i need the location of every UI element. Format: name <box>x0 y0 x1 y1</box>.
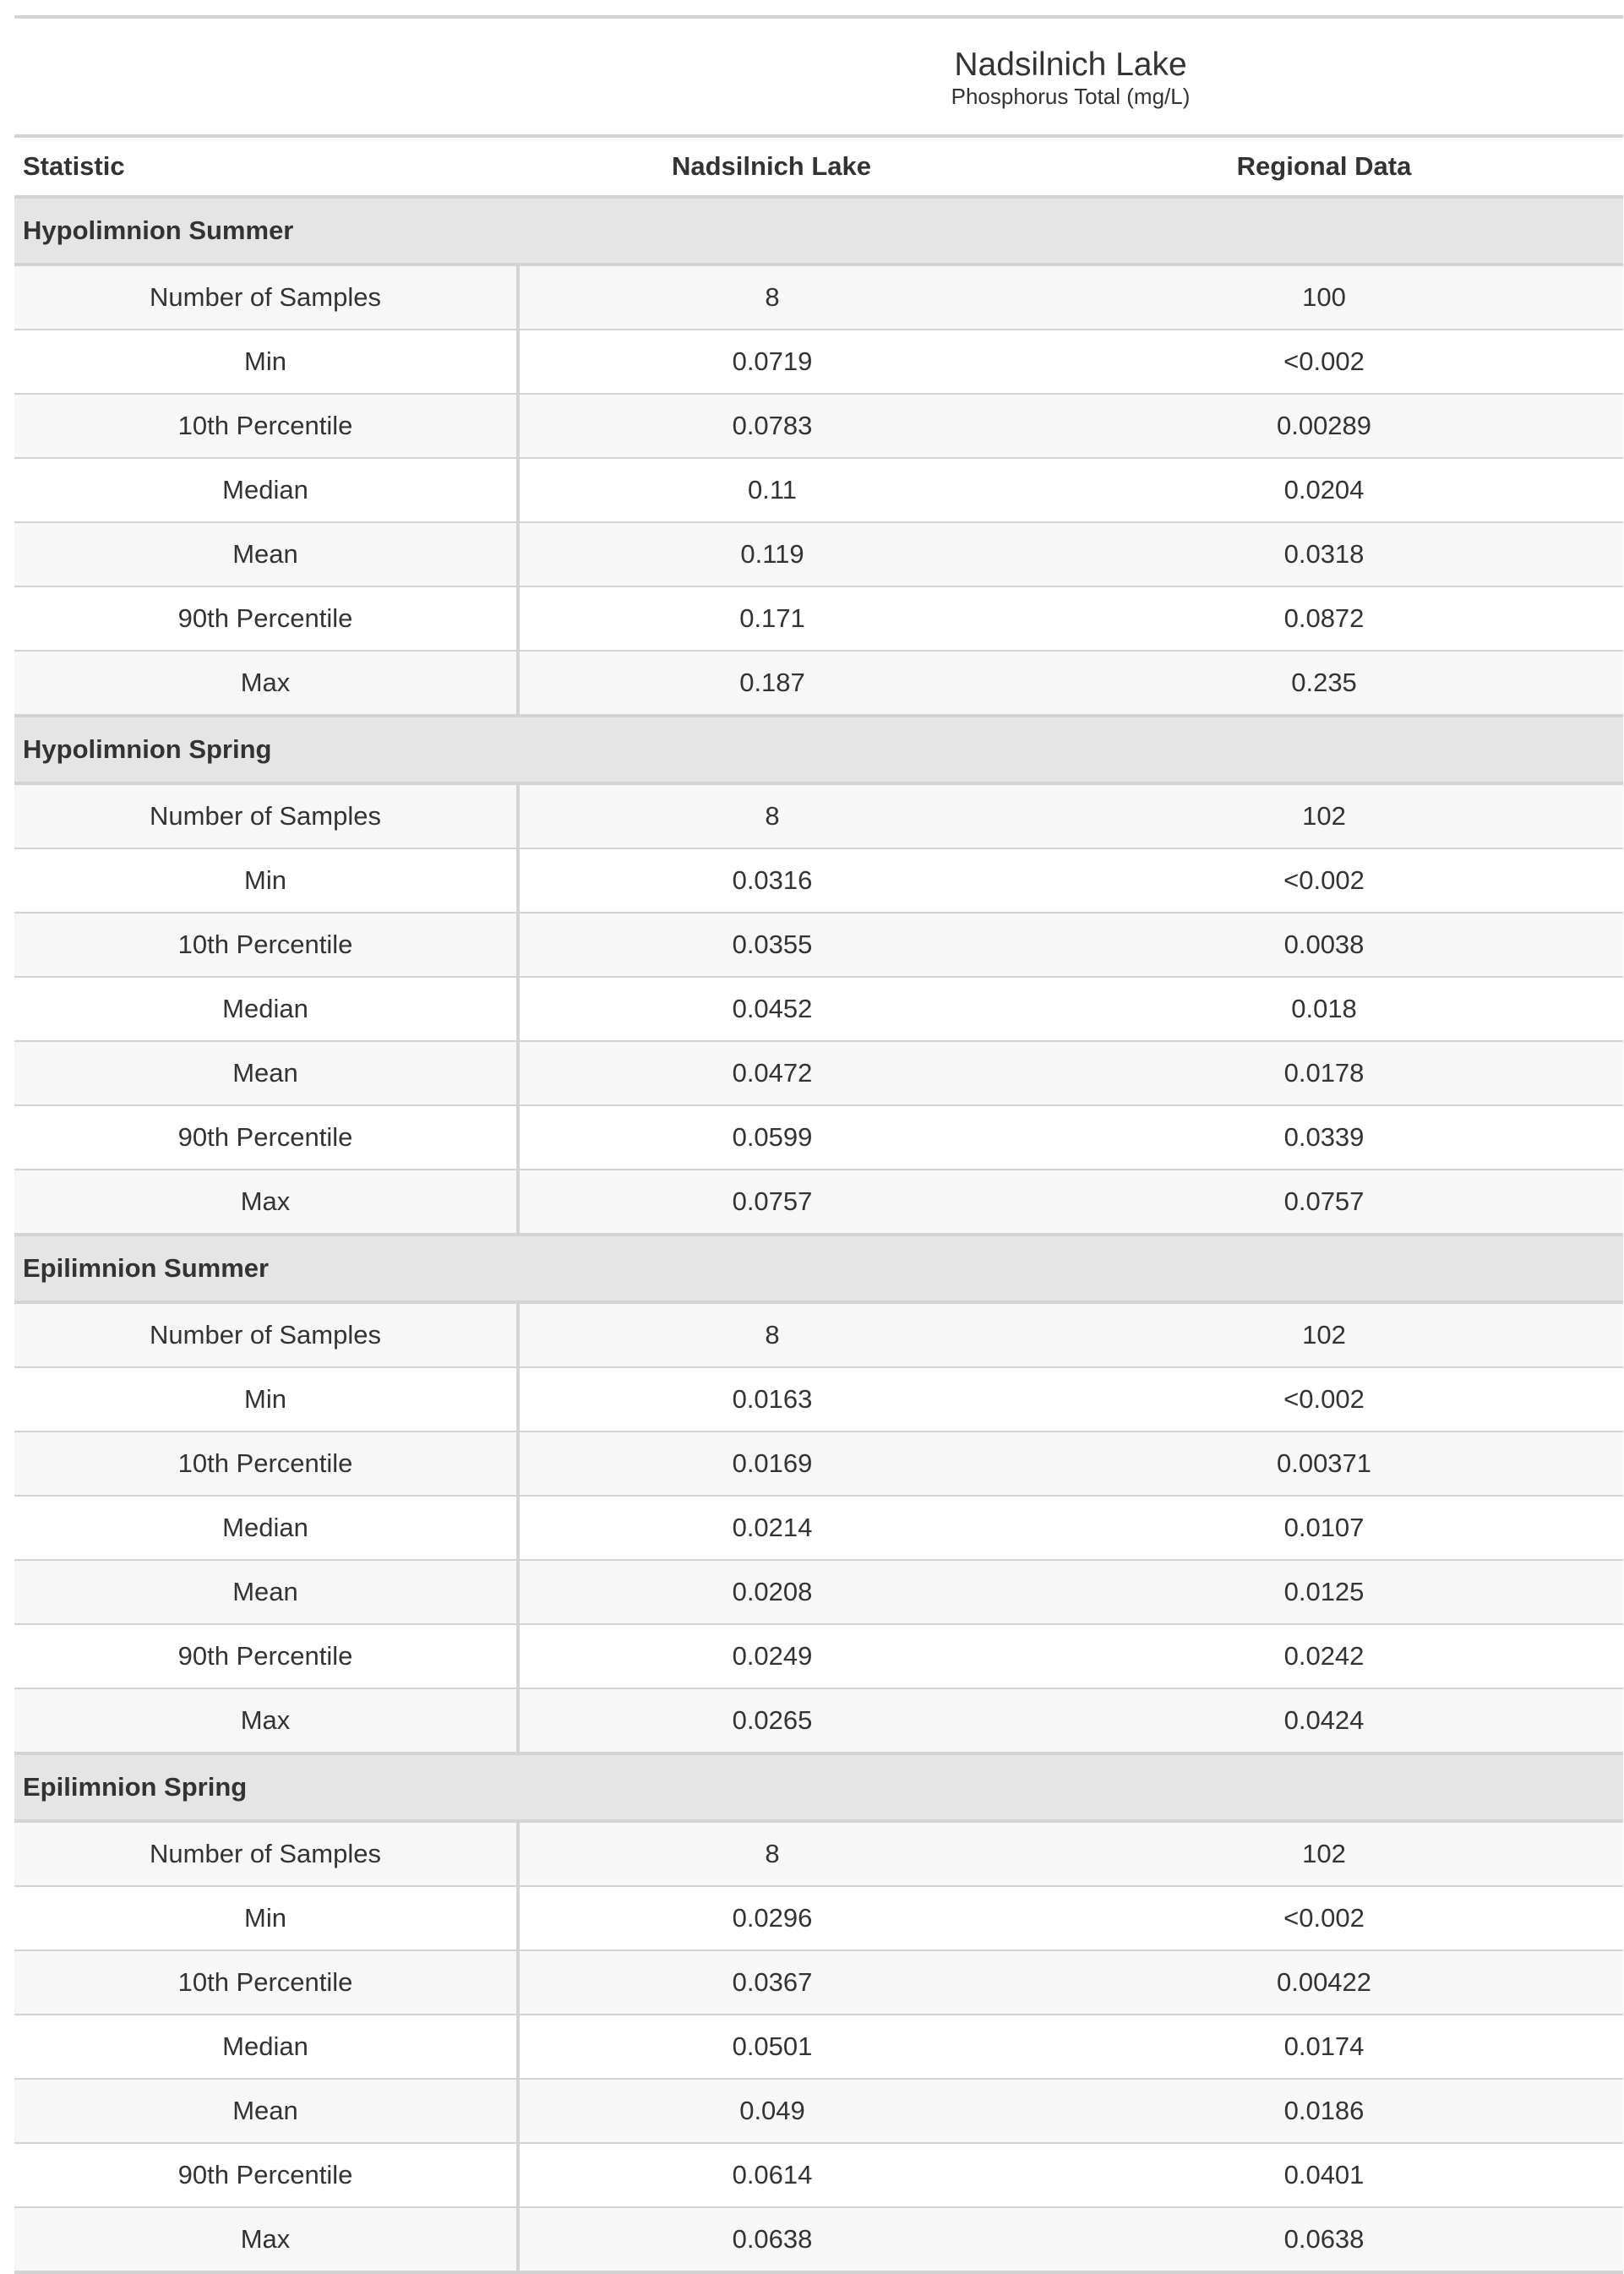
statistic-cell: 10th Percentile <box>14 1950 518 2015</box>
lake-value-cell: 0.0265 <box>518 1688 1025 1753</box>
table-row <box>14 2143 1623 2207</box>
column-header-statistic: Statistic <box>14 136 518 197</box>
regional-value-cell: 0.235 <box>1025 651 1623 716</box>
lake-value-cell: 8 <box>518 1302 1025 1367</box>
statistic-cell: Mean <box>14 522 518 586</box>
table-row <box>14 586 1623 651</box>
table-row <box>14 1105 1623 1170</box>
table-row <box>14 1886 1623 1950</box>
lake-value-cell: 0.0452 <box>518 977 1025 1041</box>
lake-value-cell: 0.0614 <box>518 2143 1025 2207</box>
group-label: Epilimnion Spring <box>14 1753 1623 1821</box>
lake-value-cell: 8 <box>518 1821 1025 1886</box>
statistic-cell: Min <box>14 1886 518 1950</box>
regional-value-cell: 0.0638 <box>1025 2207 1623 2272</box>
statistic-cell: 10th Percentile <box>14 913 518 977</box>
table-row <box>14 1624 1623 1688</box>
lake-value-cell: 8 <box>518 264 1025 330</box>
regional-value-cell: 0.0757 <box>1025 1170 1623 1235</box>
statistic-cell: Max <box>14 1688 518 1753</box>
regional-value-cell: 0.0186 <box>1025 2079 1623 2143</box>
column-header-lake: Nadsilnich Lake <box>518 136 1025 197</box>
statistic-cell: Mean <box>14 1560 518 1624</box>
regional-value-cell: 0.00371 <box>1025 1431 1623 1496</box>
lake-value-cell: 0.0208 <box>518 1560 1025 1624</box>
table-row <box>14 458 1623 522</box>
regional-value-cell: 0.0401 <box>1025 2143 1623 2207</box>
group-row <box>14 197 1623 264</box>
regional-value-cell: 100 <box>1025 264 1623 330</box>
summary-table-container <box>14 15 1623 2274</box>
lake-value-cell: 0.0501 <box>518 2015 1025 2079</box>
regional-value-cell: <0.002 <box>1025 1367 1623 1431</box>
regional-value-cell: 0.0872 <box>1025 586 1623 651</box>
lake-value-cell: 0.0599 <box>518 1105 1025 1170</box>
table-row <box>14 1688 1623 1753</box>
lake-value-cell: 8 <box>518 783 1025 848</box>
regional-value-cell: <0.002 <box>1025 848 1623 913</box>
table-row <box>14 1041 1623 1105</box>
group-label: Epilimnion Summer <box>14 1235 1623 1302</box>
table-row <box>14 522 1623 586</box>
statistic-cell: Mean <box>14 1041 518 1105</box>
lake-value-cell: 0.171 <box>518 586 1025 651</box>
group-label: Hypolimnion Spring <box>14 716 1623 783</box>
lake-value-cell: 0.0169 <box>518 1431 1025 1496</box>
lake-value-cell: 0.049 <box>518 2079 1025 2143</box>
lake-value-cell: 0.0296 <box>518 1886 1025 1950</box>
statistic-cell: 90th Percentile <box>14 2143 518 2207</box>
statistic-cell: Number of Samples <box>14 1821 518 1886</box>
group-label: Hypolimnion Summer <box>14 197 1623 264</box>
table-row <box>14 1170 1623 1235</box>
regional-value-cell: <0.002 <box>1025 330 1623 394</box>
table-row <box>14 394 1623 458</box>
statistic-cell: Number of Samples <box>14 1302 518 1367</box>
statistic-cell: Max <box>14 651 518 716</box>
table-row <box>14 264 1623 330</box>
table-subtitle-row <box>14 84 1623 136</box>
regional-value-cell: 0.0339 <box>1025 1105 1623 1170</box>
lake-value-cell: 0.0249 <box>518 1624 1025 1688</box>
statistic-cell: Number of Samples <box>14 783 518 848</box>
column-header-row <box>14 136 1623 197</box>
table-title: Nadsilnich Lake <box>954 46 1187 83</box>
statistic-cell: Median <box>14 458 518 522</box>
regional-value-cell: 0.00422 <box>1025 1950 1623 2015</box>
statistic-cell: Min <box>14 330 518 394</box>
statistic-cell: Number of Samples <box>14 264 518 330</box>
regional-value-cell: <0.002 <box>1025 1886 1623 1950</box>
lake-value-cell: 0.0367 <box>518 1950 1025 2015</box>
table-subtitle: Phosphorus Total (mg/L) <box>518 84 1623 136</box>
regional-value-cell: 0.0178 <box>1025 1041 1623 1105</box>
table-body <box>14 197 1623 2272</box>
regional-value-cell: 0.0242 <box>1025 1624 1623 1688</box>
table-title-row <box>14 17 1623 84</box>
table-row <box>14 1560 1623 1624</box>
statistic-cell: 10th Percentile <box>14 394 518 458</box>
regional-value-cell: 0.0125 <box>1025 1560 1623 1624</box>
group-row <box>14 1753 1623 1821</box>
table-row <box>14 1431 1623 1496</box>
table-row <box>14 2207 1623 2272</box>
regional-value-cell: 0.0424 <box>1025 1688 1623 1753</box>
lake-value-cell: 0.0719 <box>518 330 1025 394</box>
lake-value-cell: 0.0316 <box>518 848 1025 913</box>
statistic-cell: Min <box>14 848 518 913</box>
table-row <box>14 1367 1623 1431</box>
group-row <box>14 716 1623 783</box>
table-row <box>14 913 1623 977</box>
regional-value-cell: 0.0204 <box>1025 458 1623 522</box>
lake-value-cell: 0.0163 <box>518 1367 1025 1431</box>
statistic-cell: 90th Percentile <box>14 1105 518 1170</box>
regional-value-cell: 102 <box>1025 1302 1623 1367</box>
title-spacer <box>14 17 518 84</box>
table-row <box>14 1950 1623 2015</box>
subtitle-spacer <box>14 84 518 136</box>
statistic-cell: Max <box>14 1170 518 1235</box>
statistic-cell: Median <box>14 2015 518 2079</box>
regional-value-cell: 0.0107 <box>1025 1496 1623 1560</box>
statistic-cell: Mean <box>14 2079 518 2143</box>
lake-value-cell: 0.0638 <box>518 2207 1025 2272</box>
table-row <box>14 2079 1623 2143</box>
group-row <box>14 1235 1623 1302</box>
column-header-regional: Regional Data <box>1025 136 1623 197</box>
table-row <box>14 330 1623 394</box>
lake-value-cell: 0.187 <box>518 651 1025 716</box>
regional-value-cell: 0.0318 <box>1025 522 1623 586</box>
table-row <box>14 2015 1623 2079</box>
table-row <box>14 1302 1623 1367</box>
regional-value-cell: 0.018 <box>1025 977 1623 1041</box>
table-row <box>14 848 1623 913</box>
regional-value-cell: 0.0174 <box>1025 2015 1623 2079</box>
regional-value-cell: 102 <box>1025 783 1623 848</box>
lake-value-cell: 0.0214 <box>518 1496 1025 1560</box>
statistic-cell: 90th Percentile <box>14 586 518 651</box>
table-row <box>14 651 1623 716</box>
statistic-cell: Max <box>14 2207 518 2272</box>
statistic-cell: 90th Percentile <box>14 1624 518 1688</box>
table-row <box>14 1496 1623 1560</box>
regional-value-cell: 0.0038 <box>1025 913 1623 977</box>
lake-value-cell: 0.0757 <box>518 1170 1025 1235</box>
lake-value-cell: 0.0783 <box>518 394 1025 458</box>
statistic-cell: 10th Percentile <box>14 1431 518 1496</box>
table-row <box>14 1821 1623 1886</box>
statistic-cell: Min <box>14 1367 518 1431</box>
statistic-cell: Median <box>14 977 518 1041</box>
table-row <box>14 977 1623 1041</box>
regional-value-cell: 0.00289 <box>1025 394 1623 458</box>
statistic-cell: Median <box>14 1496 518 1560</box>
phosphorus-summary-table <box>14 15 1623 2274</box>
regional-value-cell: 102 <box>1025 1821 1623 1886</box>
lake-value-cell: 0.119 <box>518 522 1025 586</box>
lake-value-cell: 0.11 <box>518 458 1025 522</box>
lake-value-cell: 0.0355 <box>518 913 1025 977</box>
table-row <box>14 783 1623 848</box>
lake-value-cell: 0.0472 <box>518 1041 1025 1105</box>
